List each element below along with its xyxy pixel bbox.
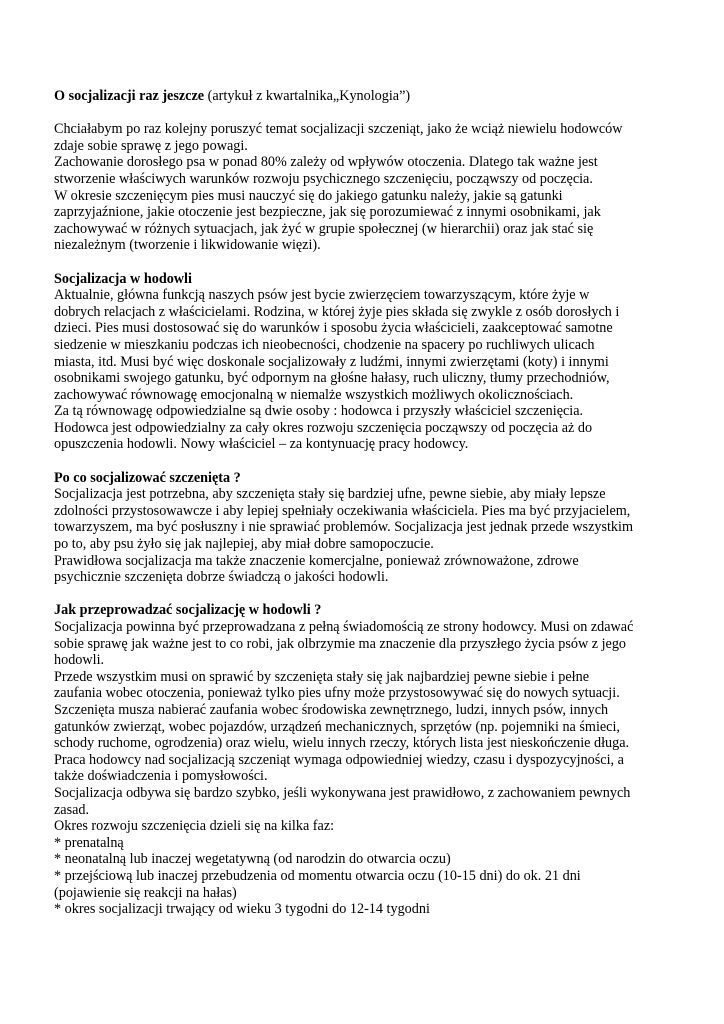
text-line: siedzenie w mieszkaniu podczas ich nieobecności, chodzenie na spacery po ruchliwych ulicach	[54, 336, 595, 353]
text-line: Socjalizacja jest potrzebna, aby szczenięta stały się bardziej ufne, pewne siebie, aby miały lepsze	[54, 486, 606, 503]
intro-paragraph	[54, 121, 682, 254]
list-item: * prenatalną	[54, 834, 124, 851]
text-line: Zachowanie dorosłego psa w ponad 80% zależy od wpływów otoczenia. Dlatego tak ważne jest	[54, 154, 598, 171]
text-line: zachowywać równowagę emocjonalną w niemalże wszystkich możliwych okolicznościach.	[54, 386, 574, 403]
text-line: Praca hodowcy nad socjalizacją szczeniąt wymaga odpowiedniej wiedzy, czasu i dyspozycyjności, a	[54, 751, 624, 768]
list-item: * okres socjalizacji trwający od wieku 3 tygodni do 12-14 tygodni	[54, 901, 430, 918]
text-line: opuszczenia hodowli. Nowy właściciel – za kontynuację pracy hodowcy.	[54, 436, 469, 453]
list-item: * przejściową lub inaczej przebudzenia od momentu otwarcia oczu (10-15 dni) do ok. 21 dni	[54, 867, 581, 884]
text-line: zaufania wobec otoczenia, ponieważ tylko pies ufny może przystosowywać się do nowych sytuacji.	[54, 685, 620, 702]
text-line: dobrych relacjach z właścicielami. Rodzina, w której żyje pies składa się zwykle z osób dorosłych i	[54, 303, 620, 320]
section-heading: Socjalizacja w hodowli	[54, 270, 192, 287]
text-line: Chciałabym po raz kolejny poruszyć temat socjalizacji szczeniąt, jako że wciąż niewielu hodowców	[54, 121, 623, 138]
text-line: Socjalizacja odbywa się bardzo szybko, jeśli wykonywana jest prawidłowo, z zachowaniem pewnych	[54, 784, 631, 801]
text-line: schody ruchome, ogrodzenia) oraz wielu, wielu innych rzeczy, których lista jest nieskończenie długa.	[54, 735, 630, 752]
spacer	[54, 254, 682, 271]
section-po-co-socjalizowac	[54, 470, 682, 586]
text-line: Hodowca jest odpowiedzialny za cały okres rozwoju szczenięcia począwszy od poczęcia aż do	[54, 419, 593, 436]
text-line: hodowli.	[54, 652, 105, 669]
section-heading: Po co socjalizować szczenięta ?	[54, 469, 241, 486]
text-line: Aktualnie, główna funkcją naszych psów jest bycie zwierzęciem towarzyszącym, które żyje w	[54, 287, 590, 304]
text-line: Socjalizacja powinna być przeprowadzana z pełną świadomością ze strony hodowcy. Musi on zdawać	[54, 619, 634, 635]
text-line: zaprzyjaźnione, jakie otoczenie jest bezpieczne, jak się porozumiewać z innymi osobnikami, jak	[54, 204, 601, 221]
text-line: Okres rozwoju szczenięcia dzieli się na kilka faz:	[54, 818, 335, 835]
text-line: gatunków zwierząt, wobec pojazdów, urządzeń mechanicznych, sprzętów (np. pojemniki na śmieci,	[54, 718, 620, 735]
section-socjalizacja-w-hodowli	[54, 271, 682, 454]
spacer	[54, 105, 682, 122]
title-source: (artykuł z kwartalnika„Kynologia”)	[204, 88, 411, 104]
title-bold: O socjalizacji raz jeszcze	[54, 88, 205, 104]
text-line: zachowywać w różnych sytuacjach, jak żyć w grupie społecznej (w hierarchii) oraz jak stać się	[54, 220, 594, 237]
text-line: zdolności przystosowawcze i aby lepiej spełniały oczekiwania właściciela. Pies ma być przyjacielem,	[54, 502, 631, 519]
text-line: stworzenie właściwych warunków rozwoju psychicznego szczenięciu, począwszy od poczęcia.	[54, 170, 593, 187]
text-line: towarzyszem, ma być posłuszny i nie sprawiać problemów. Socjalizacja jest jednak przede wszystkim	[54, 519, 634, 536]
document-title	[54, 88, 682, 105]
spacer	[54, 586, 682, 603]
text-line: niezależnym (tworzenie i likwidowanie więzi).	[54, 237, 321, 254]
text-line: W okresie szczenięcym pies musi nauczyć się do jakiego gatunku należy, jakie są gatunki	[54, 187, 563, 204]
text-line: Szczenięta musza nabierać zaufania wobec środowiska zewnętrznego, ludzi, innych psów, innych	[54, 701, 609, 718]
text-line: zasad.	[54, 801, 90, 818]
text-line: Prawidłowa socjalizacja ma także znaczenie komercjalne, ponieważ zrównoważone, zdrowe	[54, 552, 579, 569]
text-line: także doświadczenia i pomysłowości.	[54, 768, 268, 785]
text-line: dzieci. Pies musi dostosować się do warunków i sposobu życia właścicieli, zaakceptować samotne	[54, 320, 613, 337]
spacer	[54, 453, 682, 470]
text-line: miasta, itd. Musi być więc doskonale socjalizowały z ludźmi, innymi zwierzętami (koty) i innymi	[54, 353, 609, 370]
document-body	[54, 88, 682, 918]
text-line: Przede wszystkim musi on sprawić by szczenięta stały się jak najbardziej pewne siebie i pełne	[54, 668, 590, 685]
text-line: psychicznie szczenięta dobrze świadczą o jakości hodowli.	[54, 569, 389, 586]
text-line: osobnikami swojego gatunku, być odpornym na głośne hałasy, ruch uliczny, tłumy przechodniów,	[54, 370, 610, 387]
list-item: * neonatalną lub inaczej wegetatywną (od narodzin do otwarcia oczu)	[54, 851, 451, 868]
text-line: (pojawienie się reakcji na hałas)	[54, 884, 237, 901]
text-line: sobie sprawę jak ważne jest to co robi, jak olbrzymie ma znaczenie dla przyszłego życia psów z jego	[54, 635, 627, 652]
section-heading: Jak przeprowadzać socjalizację w hodowli ?	[54, 602, 322, 619]
section-jak-przeprowadzac	[54, 602, 682, 917]
text-line: po to, aby psu żyło się jak najlepiej, aby miał dobre samopoczucie.	[54, 536, 434, 553]
text-line: Za tą równowagę odpowiedzialne są dwie osoby : hodowca i przyszły właściciel szczenięcia.	[54, 403, 584, 420]
text-line: zdaje sobie sprawę z jego powagi.	[54, 137, 248, 154]
